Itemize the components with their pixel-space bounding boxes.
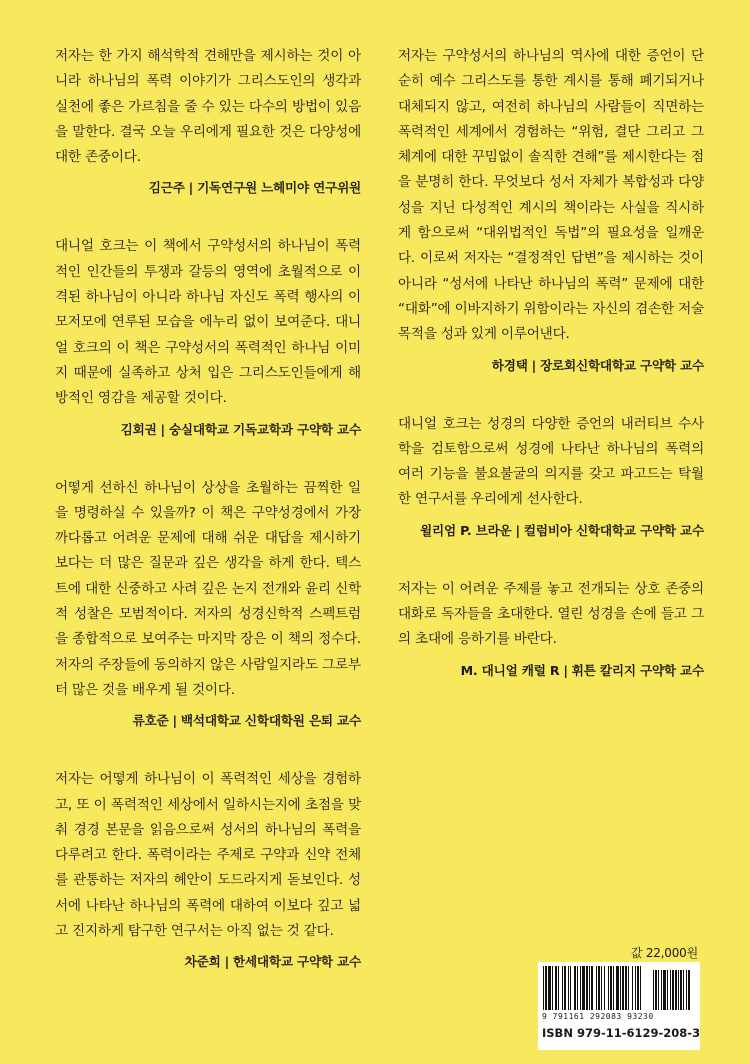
endorsement-text: 저자는 어떻게 하나님이 이 폭력적인 세상을 경험하고, 또 이 폭력적인 세상에서 일하시는지에 초점을 맞춰 경경 본문을 읽음으로써 성서의 하나님의 폭력을 다루려고 한다. 폭력이라는 주제로 구약과 신약 전체를 관통하는 저자의 혜안이 도드라지게 돋보인다. 성서에 나타난 하나님의 폭력에 대하여 이보다 깊고 넓고 진지하게 탐구한 연구서는 아직 없는 것 같다.: [55, 771, 361, 940]
endorsement-attribution: [55, 953, 361, 971]
barcode-bar: [548, 966, 551, 1010]
barcode-addon-bar: [680, 970, 682, 1010]
barcode-bar: [574, 966, 576, 1010]
barcode-addon-bar: [653, 970, 654, 1010]
endorser-name: 하경택: [491, 357, 528, 373]
endorsement-3: [55, 476, 361, 731]
left-column: [55, 44, 361, 1008]
barcode-bar: [589, 966, 590, 1010]
endorsement-attribution: [55, 421, 361, 439]
barcode-addon-bar: [688, 970, 690, 1010]
barcode-bar: [552, 966, 553, 1010]
endorser-affiliation: 장로회신학대학교 구약학 교수: [540, 357, 704, 373]
barcode-addon-bar: [675, 970, 677, 1010]
endorser-affiliation: 휘튼 칼리지 구약학 교수: [571, 662, 704, 678]
barcode-bar: [628, 966, 629, 1010]
barcode-bar: [608, 966, 609, 1010]
barcode-bar: [591, 966, 593, 1010]
barcode-bar: [620, 966, 621, 1010]
endorser-name: 차준희: [184, 954, 221, 970]
barcode-bar: [598, 966, 600, 1010]
right-column: [398, 44, 704, 717]
barcode-bar: [558, 966, 559, 1010]
barcode-icon: [543, 966, 695, 1012]
barcode-bar: [543, 966, 544, 1010]
endorsement-attribution: [398, 357, 704, 375]
separator: |: [188, 180, 194, 196]
barcode-addon-bar: [683, 970, 684, 1010]
barcode-addon-bar: [667, 970, 668, 1010]
barcode-bar: [562, 966, 563, 1010]
barcode-addon-bar: [686, 970, 687, 1010]
price-label: 값 22,000원: [630, 946, 698, 960]
endorsement-2: [55, 234, 361, 438]
endorser-affiliation: 한세대학교 구약학 교수: [232, 954, 361, 970]
endorsement-text: 어떻게 선하신 하나님이 상상을 초월하는 끔찍한 일을 명령하실 수 있을까? 이 책은 구약성경에서 가장 까다롭고 어려운 문제에 대해 쉬운 대답을 제시하기보다는 더 많은 질문과 깊은 생각을 하게 한다. 텍스트에 대한 신중하고 사려 깊은 논지 전개와 윤리 신학적 성찰은 모범적이다. 저자의 성경신학적 스펙트럼을 종합적으로 보여주는 마지막 장은 이 책의 정수다. 저자의 주장들에 동의하지 않은 사람일지라도 그로부터 많은 것을 배우게 될 것이다.: [55, 479, 361, 698]
endorsement-text: 대니얼 호크는 이 책에서 구약성서의 하나님이 폭력적인 인간들의 투쟁과 갈등의 영역에 초월적으로 이격된 하나님이 아니라 하나님 자신도 폭력 행사의 이모저모에 연루된 모습을 에누리 없이 보여준다. 대니얼 호크의 이 책은 구약성서의 폭력적인 하나님 이미지 때문에 실족하고 상처 입은 그리스도인들에게 해방적인 영감을 제공할 것이다.: [55, 238, 361, 407]
barcode-bar: [601, 966, 602, 1010]
separator: |: [160, 421, 165, 437]
barcode-bar: [596, 966, 597, 1010]
separator: |: [531, 357, 537, 373]
endorser-affiliation: 기독연구원 느헤미야 연구위원: [197, 180, 361, 196]
endorser-name: M. 대니얼 캐럴 R: [460, 662, 560, 678]
endorser-name: 김근주: [148, 180, 185, 196]
endorsement-attribution: [398, 662, 704, 680]
separator: |: [172, 713, 177, 729]
endorsement-1: [55, 44, 361, 197]
endorser-name: 류호준: [132, 713, 169, 729]
barcode-digits: 9 791161 292083 93230: [542, 1012, 654, 1021]
barcode-bar: [577, 966, 578, 1010]
endorsement-4: [55, 767, 361, 971]
barcode-addon-bar: [655, 970, 657, 1010]
endorsement-attribution: [55, 179, 361, 197]
endorser-name: 윌리엄 P. 브라운: [420, 522, 512, 538]
separator: |: [515, 522, 520, 538]
endorsement-text: 저자는 이 어려운 주제를 놓고 전개되는 상호 존중의 대화로 독자들을 초대한다. 열린 성경을 손에 들고 그의 초대에 응하기를 바란다.: [398, 580, 704, 648]
barcode-bar: [632, 966, 633, 1010]
endorsement-attribution: [55, 712, 361, 730]
barcode-bar: [637, 966, 639, 1010]
endorser-affiliation: 컬럼비아 신학대학교 구약학 교수: [523, 522, 704, 538]
barcode-block: [538, 962, 700, 1050]
barcode-addon-bar: [670, 970, 671, 1010]
separator: |: [224, 954, 229, 970]
barcode-bar: [640, 966, 641, 1010]
barcode-addon-bar: [672, 970, 674, 1010]
barcode-addon-bar: [661, 970, 662, 1010]
endorser-affiliation: 숭실대학교 기독교학과 구약학 교수: [168, 421, 361, 437]
endorser-affiliation: 백석대학교 신학대학원 은퇴 교수: [180, 713, 361, 729]
endorsement-text: 대니얼 호크는 성경의 다양한 증언의 내러티브 수사학을 검토함으로써 성경에 나타난 하나님의 폭력의 여러 기능을 불요불굴의 의지를 갖고 파고드는 탁월한 연구서를 우리에게 선사한다.: [398, 415, 704, 508]
barcode-bar: [564, 966, 566, 1010]
isbn-number: ISBN 979-11-6129-208-3: [542, 1026, 701, 1040]
endorsement-text: 저자는 구약성서의 하나님의 역사에 대한 증언이 단순히 예수 그리스도를 통한 계시를 통해 폐기되거나 대체되지 않고, 여전히 하나님의 사람들이 직면하는 폭력적인 세계에서 경험하는 “위험, 결단 그리고 그 체계에 대한 꾸밈없이 솔직한 견해”를 제시한다는 점을 분명히 한다. 무엇보다 성서 자체가 복합성과 다양성을 지닌 다성적인 계시의 책이라는 사실을 직시하게 함으로써 “대위법적인 독법”의 필요성을 일깨운다. 이로써 저자는 “결정적인 답변”을 제시하는 것이 아니라 “성서에 나타난 하나님의 폭력” 문제에 대한 “대화”에 이바지하기 위함이라는 자신의 겸손한 저술목적을 성과 있게 이루어낸다.: [398, 48, 704, 343]
barcode-bar: [604, 966, 605, 1010]
endorser-name: 김회권: [120, 421, 157, 437]
barcode-bar: [635, 966, 636, 1010]
endorsement-6: [398, 412, 704, 540]
endorsement-5: [398, 44, 704, 375]
separator: |: [563, 662, 568, 678]
barcode-bar: [570, 966, 571, 1010]
endorsement-text: 저자는 한 가지 해석학적 견해만을 제시하는 것이 아니라 하나님의 폭력 이야기가 그리스도인의 생각과 실천에 좋은 가르침을 줄 수 있는 다수의 방법이 있음을 말한다. 결국 오늘 우리에게 필요한 것은 다양성에 대한 존중이다.: [55, 48, 361, 166]
barcode-bar: [613, 966, 614, 1010]
endorsement-attribution: [398, 522, 704, 540]
barcode-bar: [545, 966, 547, 1010]
barcode-bar: [586, 966, 588, 1010]
barcode-addon-bar: [678, 970, 679, 1010]
endorsement-7: [398, 577, 704, 680]
barcode-addon-bar: [663, 970, 666, 1010]
barcode-bar: [610, 966, 612, 1010]
barcode-bar: [568, 966, 569, 1010]
barcode-bar: [622, 966, 624, 1010]
barcode-bar: [625, 966, 627, 1010]
barcode-bar: [616, 966, 619, 1010]
barcode-bar: [580, 966, 581, 1010]
barcode-addon-bar: [658, 970, 659, 1010]
barcode-bar: [582, 966, 585, 1010]
barcode-bar: [555, 966, 557, 1010]
